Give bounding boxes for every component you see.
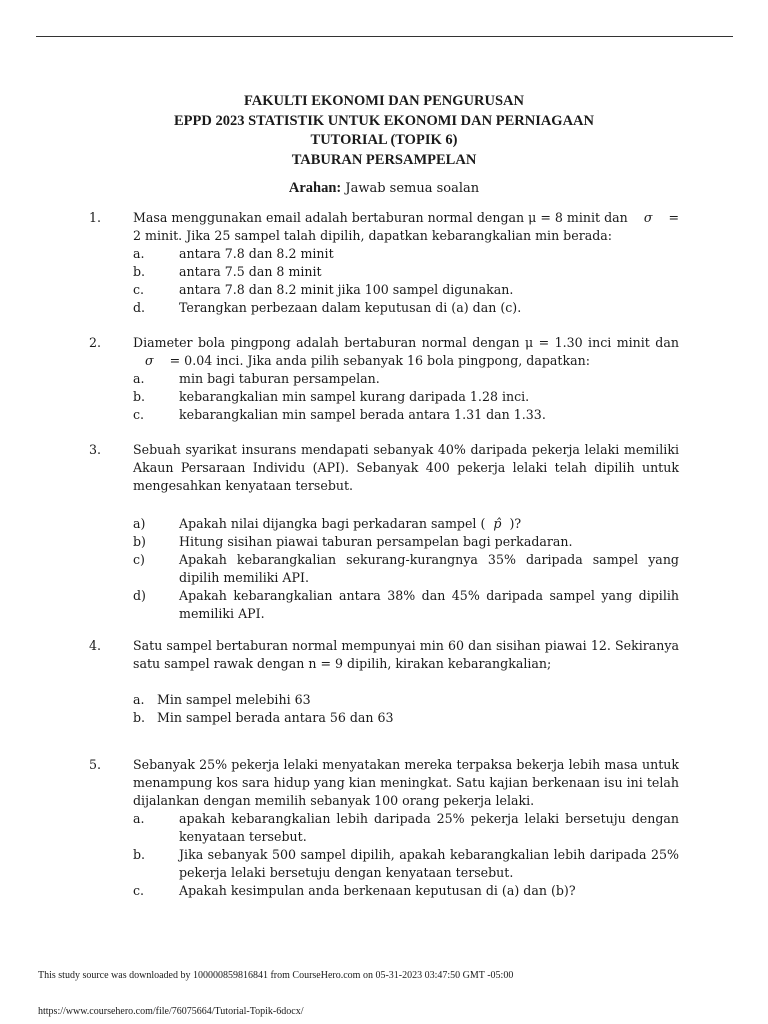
sub-label: a. — [133, 246, 145, 261]
download-notice: This study source was downloaded by 100000859816841 from CourseHero.com on 05-31-2023 03:47:50 GMT -05:00 — [38, 970, 514, 981]
question-text: Satu sampel bertaburan normal mempunyai min 60 dan sisihan piawai 12. Sekiranya satu sampel rawak dengan n = 9 dipilih, kirakan kebarangkalian; — [133, 638, 679, 671]
instructions — [0, 180, 768, 197]
sub-text: apakah kebarangkalian lebih daripada 25% pekerja lelaki bersetuju dengan kenyataan tersebut. — [179, 811, 679, 844]
question-4 — [89, 637, 679, 727]
question-text — [133, 209, 679, 245]
sub-label: c) — [133, 552, 145, 567]
sub-question-list — [133, 370, 679, 424]
sub-text: antara 7.8 dan 8.2 minit jika 100 sampel digunakan. — [179, 282, 514, 297]
sub-text: antara 7.8 dan 8.2 minit — [179, 246, 334, 261]
question-text — [133, 334, 679, 370]
sigma-symbol: σ — [145, 353, 154, 368]
instructions-text: Jawab semua soalan — [345, 181, 480, 196]
sub-text: Min sampel melebihi 63 — [157, 692, 311, 707]
tutorial-title: TUTORIAL (TOPIK 6) — [310, 132, 458, 148]
sub-question — [133, 515, 679, 533]
p-hat-symbol: p̂ — [493, 516, 502, 531]
course-title: EPPD 2023 STATISTIK UNTUK EKONOMI DAN PERNIAGAAN — [174, 112, 594, 129]
sub-text: Jika sebanyak 500 sampel dipilih, apakah kebarangkalian lebih daripada 25% pekerja lelaki bersetuju dengan kenyataan tersebut. — [179, 847, 679, 880]
question-text: Sebanyak 25% pekerja lelaki menyatakan mereka terpaksa bekerja lebih masa untuk menampung kos sara hidup yang kian meningkat. Satu kajian berkenaan isu ini telah dijalankan dengan memilih sebanyak 100 orang pekerja lelaki. — [133, 757, 679, 808]
sub-label: b. — [133, 389, 146, 404]
sub-question-list — [133, 691, 679, 727]
sub-label: c. — [133, 407, 145, 422]
sub-label: a) — [133, 516, 146, 531]
sub-question — [133, 709, 679, 727]
sub-question — [133, 691, 679, 709]
sub-question — [133, 245, 679, 263]
question-3 — [89, 441, 679, 623]
question-number: 5. — [89, 757, 102, 772]
sub-label: a. — [133, 692, 145, 707]
sub-question — [133, 370, 679, 388]
sub-text: kebarangkalian min sampel berada antara 1.31 dan 1.33. — [179, 407, 546, 422]
document-header — [0, 92, 768, 170]
sub-question — [133, 299, 679, 317]
sub-text — [179, 515, 679, 533]
sub-label: b. — [133, 710, 146, 725]
question-number: 4. — [89, 638, 102, 653]
sub-label: c. — [133, 883, 145, 898]
top-rule — [36, 36, 733, 37]
question-5 — [89, 756, 679, 900]
sub-question — [133, 810, 679, 846]
sub-label: c. — [133, 282, 145, 297]
faculty-title: FAKULTI EKONOMI DAN PENGURUSAN — [244, 93, 524, 109]
sub-text: Apakah kebarangkalian antara 38% dan 45% daripada sampel yang dipilih memiliki API. — [179, 588, 679, 621]
question-1 — [89, 209, 679, 317]
sub-question — [133, 882, 679, 900]
question-text-part2: = 0.04 inci. Jika anda pilih sebanyak 16 bola pingpong, dapatkan: — [169, 353, 590, 368]
sub-question-list — [133, 515, 679, 623]
sub-question — [133, 846, 679, 882]
question-number: 1. — [89, 210, 102, 225]
topic-title: TABURAN PERSAMPELAN — [291, 151, 477, 168]
sub-question-list — [133, 245, 679, 317]
sub-label: d. — [133, 300, 146, 315]
sub-text: Apakah kesimpulan anda berkenaan keputusan di (a) dan (b)? — [179, 883, 576, 898]
sub-question-list — [133, 810, 679, 900]
instructions-label: Arahan: — [288, 180, 342, 196]
question-text: Sebuah syarikat insurans mendapati sebanyak 40% daripada pekerja lelaki memiliki Akaun Persaraan Individu (API). Sebanyak 400 pekerja lelaki telah dipilih untuk mengesahkan kenyataan tersebut. — [133, 442, 679, 493]
sub-text: Apakah kebarangkalian sekurang-kurangnya 35% daripada sampel yang dipilih memiliki API. — [179, 552, 679, 585]
question-2 — [89, 334, 679, 424]
question-text-part1: Masa menggunakan email adalah bertaburan normal dengan μ = 8 minit dan — [133, 210, 628, 225]
sub-text: Terangkan perbezaan dalam keputusan di (a) dan (c). — [179, 300, 522, 315]
sub-text-part2: )? — [509, 516, 522, 531]
sub-question — [133, 587, 679, 623]
source-url: https://www.coursehero.com/file/76075664/Tutorial-Topik-6docx/ — [38, 1006, 304, 1017]
sigma-symbol: σ — [643, 210, 653, 225]
question-number: 3. — [89, 442, 102, 457]
question-text-part2: = 2 minit. Jika 25 sampel talah dipilih, dapatkan kebarangkalian min berada: — [133, 210, 679, 243]
sub-question — [133, 388, 679, 406]
sub-label: b) — [133, 534, 146, 549]
sub-question — [133, 533, 679, 551]
sub-question — [133, 263, 679, 281]
sub-label: a. — [133, 811, 145, 826]
sub-text: antara 7.5 dan 8 minit — [179, 264, 322, 279]
sub-question — [133, 551, 679, 587]
sub-text: Hitung sisihan piawai taburan persampelan bagi perkadaran. — [179, 534, 573, 549]
sub-label: b. — [133, 847, 146, 862]
sub-question — [133, 406, 679, 424]
sub-label: b. — [133, 264, 146, 279]
sub-question — [133, 281, 679, 299]
sub-text: kebarangkalian min sampel kurang daripada 1.28 inci. — [179, 389, 530, 404]
sub-text-part1: Apakah nilai dijangka bagi perkadaran sampel ( — [179, 516, 486, 531]
question-text-part1: Diameter bola pingpong adalah bertaburan normal dengan μ = 1.30 inci minit dan — [133, 335, 679, 350]
question-number: 2. — [89, 335, 102, 350]
sub-label: d) — [133, 588, 146, 603]
sub-text: min bagi taburan persampelan. — [179, 371, 380, 386]
sub-label: a. — [133, 371, 145, 386]
sub-text: Min sampel berada antara 56 dan 63 — [157, 710, 394, 725]
